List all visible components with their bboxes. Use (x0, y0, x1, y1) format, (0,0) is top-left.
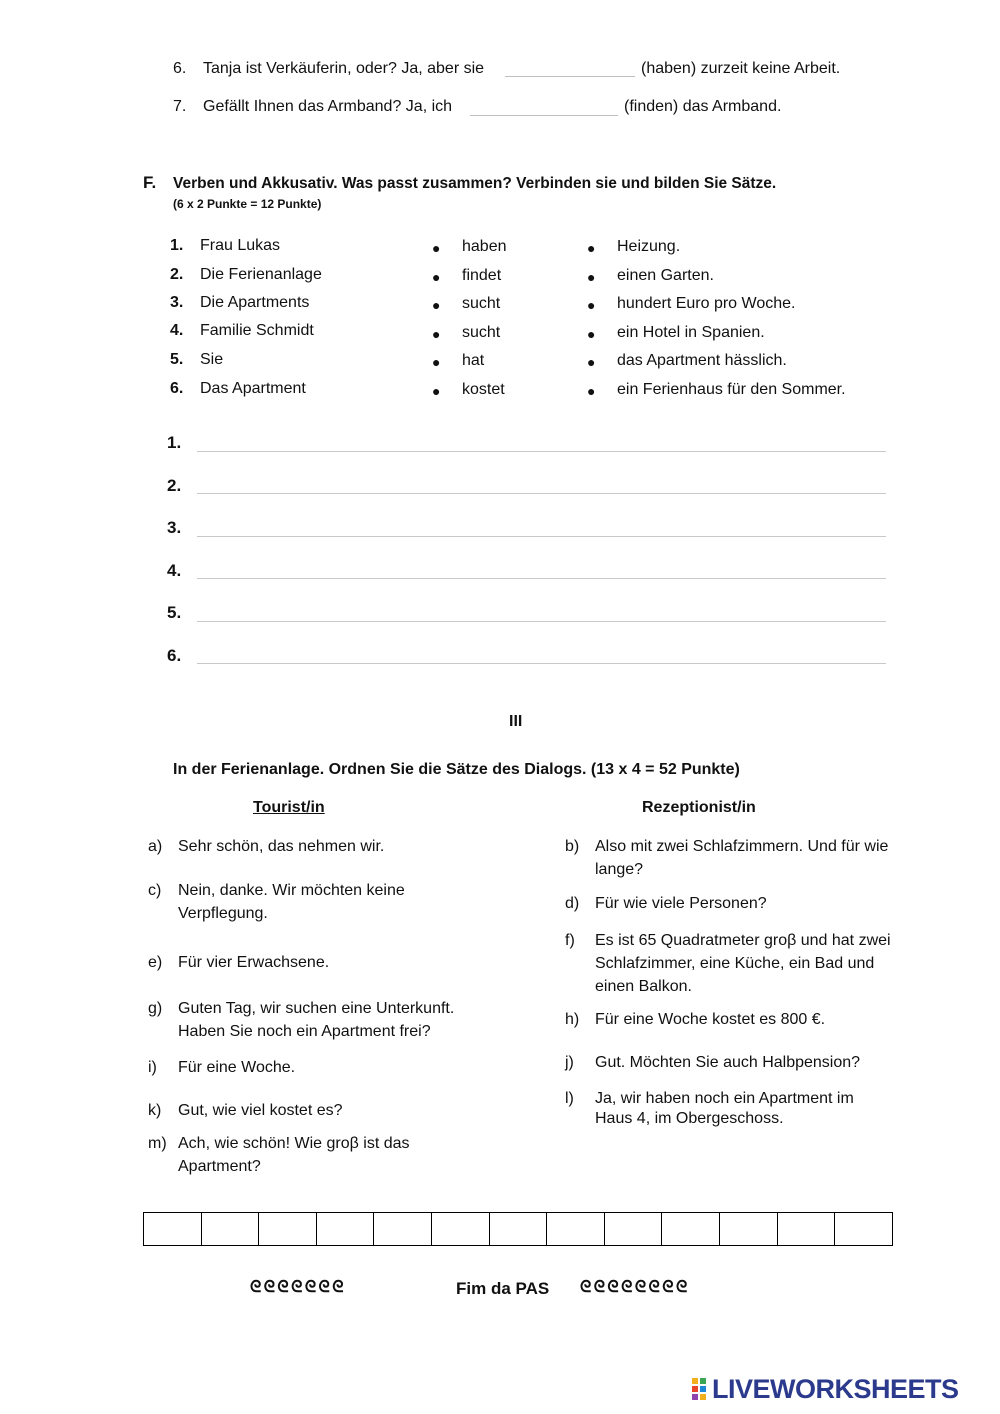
ornament-left: ᘓ ᘓ ᘓ ᘓ ᘓ ᘓ ᘓ (250, 1279, 343, 1296)
dialog-label: i) (148, 1059, 157, 1076)
subject-text: Frau Lukas (200, 237, 281, 254)
dialog-text: Guten Tag, wir suchen eine Unterkunft. Haben Sie noch ein Apartment frei? (178, 1000, 455, 1040)
section-title: In der Ferienanlage. Ordnen Sie die Sätze des Dialogs. (13 x 4 = 52 Punkte) (173, 761, 740, 778)
logo-mark-icon (692, 1378, 708, 1402)
bullet-icon: ● (432, 297, 441, 313)
verb-text[interactable]: sucht (462, 324, 501, 341)
answer-input[interactable] (197, 536, 886, 537)
tourist-header: Tourist/in (253, 799, 325, 816)
bullet-icon: ● (587, 354, 596, 370)
bullet-icon: ● (432, 354, 441, 370)
object-text[interactable]: das Apartment hässlich. (617, 352, 787, 369)
dialog-text: Für vier Erwachsene. (178, 954, 330, 971)
answer-cell[interactable] (144, 1213, 202, 1245)
answer-cell[interactable] (605, 1213, 663, 1245)
verb-text[interactable]: hat (462, 352, 485, 369)
answer-cell[interactable] (662, 1213, 720, 1245)
reception-header: Rezeptionist/in (642, 799, 756, 816)
dialog-text: Sehr schön, das nehmen wir. (178, 838, 385, 855)
ornament-right: ᘓ ᘓ ᘓ ᘓ ᘓ ᘓ ᘓ ᘓ (580, 1279, 687, 1296)
dialog-label: h) (565, 1011, 580, 1028)
bullet-icon: ● (587, 269, 596, 285)
dialog-label: a) (148, 838, 163, 855)
subject-number: 3. (170, 294, 184, 311)
answer-input[interactable] (197, 663, 886, 664)
gap-input[interactable] (505, 76, 635, 77)
dialog-text: Gut. Möchten Sie auch Halbpension? (595, 1054, 861, 1071)
dialog-label: c) (148, 882, 162, 899)
item-number: 6. (173, 60, 187, 77)
object-text[interactable]: einen Garten. (617, 267, 714, 284)
answer-cell[interactable] (432, 1213, 490, 1245)
item-number: 7. (173, 98, 187, 115)
verb-text[interactable]: sucht (462, 295, 501, 312)
dialog-text: Für eine Woche kostet es 800 €. (595, 1011, 826, 1028)
answer-cell[interactable] (547, 1213, 605, 1245)
answer-number: 5. (167, 603, 182, 622)
subject-text: Familie Schmidt (200, 322, 314, 339)
exercise-points: (6 x 2 Punkte = 12 Punkte) (173, 197, 322, 211)
bullet-icon: ● (587, 383, 596, 399)
subject-text: Die Ferienanlage (200, 266, 322, 283)
dialog-text: Ach, wie schön! Wie groβ ist das Apartment? (178, 1135, 410, 1175)
brand-name: LIVEWORKSHEETS (712, 1374, 959, 1404)
bullet-icon: ● (587, 297, 596, 313)
dialog-label: l) (565, 1090, 574, 1107)
dialog-label: j) (565, 1054, 574, 1071)
dialog-label: b) (565, 838, 580, 855)
answer-number: 6. (167, 646, 182, 665)
answer-cell[interactable] (490, 1213, 548, 1245)
sentence-end: (haben) zurzeit keine Arbeit. (641, 60, 841, 77)
dialog-label: d) (565, 895, 580, 912)
sentence-start: Tanja ist Verkäuferin, oder? Ja, aber sie (203, 60, 485, 77)
subject-number: 2. (170, 266, 184, 283)
answer-cell[interactable] (317, 1213, 375, 1245)
object-text[interactable]: Heizung. (617, 238, 681, 255)
answer-cell[interactable] (778, 1213, 836, 1245)
dialog-label: e) (148, 954, 163, 971)
answer-cell[interactable] (835, 1213, 892, 1245)
subject-number: 6. (170, 380, 184, 397)
bullet-icon: ● (432, 269, 441, 285)
answer-cell[interactable] (259, 1213, 317, 1245)
dialog-text: Es ist 65 Quadratmeter groβ und hat zwei Schlafzimmer, eine Küche, ein Bad und einen Balkon. (595, 932, 891, 995)
answer-number: 3. (167, 518, 182, 537)
answer-input[interactable] (197, 621, 886, 622)
dialog-label: k) (148, 1102, 162, 1119)
subject-text: Die Apartments (200, 294, 310, 311)
dialog-text: Nein, danke. Wir möchten keine Verpflegung. (178, 882, 405, 922)
answer-cell[interactable] (202, 1213, 260, 1245)
dialog-text: Für eine Woche. (178, 1059, 296, 1076)
answer-cell[interactable] (374, 1213, 432, 1245)
bullet-icon: ● (587, 326, 596, 342)
bullet-icon: ● (432, 240, 441, 256)
object-text[interactable]: ein Hotel in Spanien. (617, 324, 765, 341)
object-text[interactable]: ein Ferienhaus für den Sommer. (617, 381, 846, 398)
liveworksheets-logo[interactable] (692, 1376, 992, 1406)
section-numeral: III (509, 713, 523, 730)
dialog-label: g) (148, 1000, 163, 1017)
answer-number: 4. (167, 561, 182, 580)
dialog-text: Gut, wie viel kostet es? (178, 1102, 343, 1119)
exercise-letter: F. (143, 173, 157, 192)
subject-number: 5. (170, 351, 184, 368)
subject-number: 4. (170, 322, 184, 339)
answer-number: 1. (167, 433, 182, 452)
exercise-title: Verben und Akkusativ. Was passt zusammen? Verbinden sie und bilden Sie Sätze. (173, 175, 777, 192)
answer-input[interactable] (197, 451, 886, 452)
bullet-icon: ● (432, 326, 441, 342)
dialog-text: Für wie viele Personen? (595, 895, 767, 912)
dialog-text: Ja, wir haben noch ein Apartment im Haus 4, im Obergeschoss. (595, 1090, 854, 1127)
object-text[interactable]: hundert Euro pro Woche. (617, 295, 796, 312)
answer-cell[interactable] (720, 1213, 778, 1245)
bullet-icon: ● (587, 240, 596, 256)
verb-text[interactable]: kostet (462, 381, 505, 398)
answer-input[interactable] (197, 493, 886, 494)
sentence-start: Gefällt Ihnen das Armband? Ja, ich (203, 98, 453, 115)
dialog-text: Also mit zwei Schlafzimmern. Und für wie lange? (595, 838, 889, 878)
bullet-icon: ● (432, 383, 441, 399)
subject-text: Das Apartment (200, 380, 306, 397)
sentence-end: (finden) das Armband. (624, 98, 782, 115)
dialog-label: f) (565, 932, 575, 949)
gap-input[interactable] (470, 115, 618, 116)
answer-number: 2. (167, 476, 182, 495)
subject-number: 1. (170, 237, 184, 254)
verb-text[interactable]: haben (462, 238, 507, 255)
footer-text: Fim da PAS (456, 1279, 550, 1298)
dialog-label: m) (148, 1135, 167, 1152)
answer-input[interactable] (197, 578, 886, 579)
verb-text[interactable]: findet (462, 267, 502, 284)
subject-text: Sie (200, 351, 224, 368)
answer-grid (143, 1212, 893, 1246)
